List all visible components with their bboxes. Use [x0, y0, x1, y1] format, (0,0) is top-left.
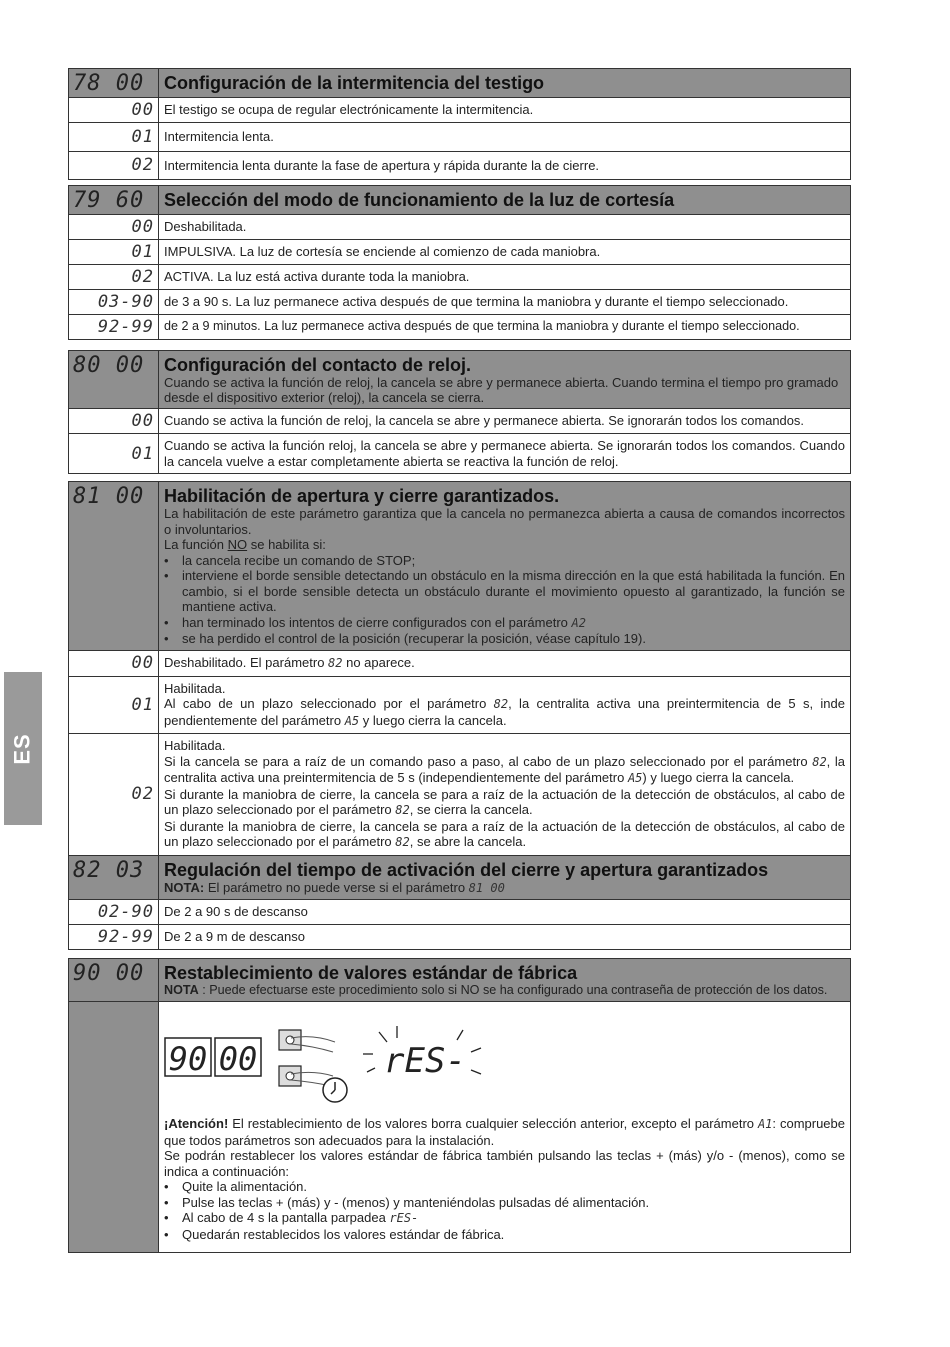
- clock-icon: [323, 1078, 347, 1102]
- option-desc: IMPULSIVA. La luz de cortesía se enciende al comienzo de cada maniobra.: [164, 244, 601, 259]
- condition-line: [164, 537, 845, 553]
- param-code: 80 00: [69, 351, 159, 409]
- option-desc: de 2 a 9 minutos. La luz permanece activa después de que termina la maniobra y durante el tiempo seleccionado.: [164, 319, 800, 333]
- option-desc: Cuando se activa la función de reloj, la cancela se abre y permanece abierta. Se ignorarán todos los comandos.: [164, 413, 804, 428]
- param-ref: 82: [395, 803, 410, 817]
- blinking-res-display: rES-: [384, 1041, 466, 1081]
- param-ref: 81 00: [468, 881, 505, 895]
- section-title: Selección del modo de funcionamiento de la luz de cortesía: [164, 190, 675, 210]
- option-code: 01: [69, 676, 159, 734]
- condition-item: • se ha perdido el control de la posición (recuperar la posición, véase capítulo 19).: [182, 631, 845, 647]
- reset-illustration: [163, 1024, 493, 1104]
- step-text: Al cabo de 4 s la pantalla parpadea: [182, 1210, 390, 1225]
- param-81-table: [68, 481, 851, 856]
- option-code: 00: [69, 98, 159, 123]
- option-desc: Cuando se activa la función reloj, la cancela se abre y permanece abierta. Se ignorarán todos los comandos. Cuando la cancela vuelve a estar completamente abierta se reactiva la función de reloj.: [164, 438, 845, 469]
- desc-text: Si la cancela se para a raíz de un comando paso a paso, al cabo de un plazo seleccionado por el parámetro: [164, 753, 813, 769]
- desc-line: Habilitada.: [164, 680, 226, 696]
- reset-steps: [164, 1179, 845, 1242]
- desc-text: Al cabo de un plazo seleccionado por el parámetro: [164, 696, 494, 711]
- note-label: NOTA: [164, 983, 199, 997]
- instruction-line: Se podrán restablecer los valores estándar de fábrica también pulsando las teclas + (más) y/o - (menos), como se indica a continuación:: [164, 1148, 845, 1179]
- warning-label: ¡Atención!: [164, 1116, 229, 1131]
- note-text: El parámetro no puede verse si el parámetro: [204, 880, 469, 895]
- param-ref: A2: [571, 615, 586, 630]
- param-code: 78 00: [69, 69, 159, 98]
- option-code: 00: [69, 651, 159, 677]
- display-digits-left: 90: [168, 1040, 208, 1078]
- param-code: 82 03: [69, 856, 159, 900]
- param-code: 90 00: [69, 959, 159, 1002]
- section-title: Restablecimiento de valores estándar de fábrica: [164, 963, 578, 983]
- param-80-table: [68, 350, 851, 474]
- desc-text: , la centralita activa una preintermitencia de 5 s (independientemente del parámetro: [164, 753, 845, 785]
- option-desc: [159, 651, 850, 676]
- desc-line: [164, 787, 845, 819]
- param-ref: 82: [328, 656, 343, 670]
- option-desc: De 2 a 90 s de descanso: [164, 904, 308, 919]
- desc-line: [164, 819, 845, 851]
- param-ref: A1: [757, 1117, 773, 1131]
- condition-item: [182, 615, 845, 632]
- desc-text: Si durante la maniobra de cierre, la cancela se para a raíz de la actuación de la detección de obstáculos, al cabo de un plazo seleccionado por el parámetro: [164, 786, 845, 817]
- desc-text: Si durante la maniobra de cierre, la cancela se para a raíz de la actuación de la detección de obstáculos, al cabo de un plazo seleccionado por el parámetro: [164, 818, 845, 849]
- reset-step: [182, 1210, 845, 1227]
- section-title: Configuración de la intermitencia del testigo: [164, 73, 545, 93]
- condition-no: NO: [227, 537, 248, 552]
- condition-item: • la cancela recibe un comando de STOP;: [182, 553, 845, 569]
- param-ref: 82: [493, 697, 509, 711]
- option-desc: [159, 734, 850, 855]
- condition-post: se habilita si:: [247, 537, 326, 552]
- note-label: NOTA:: [164, 880, 205, 895]
- option-desc: Deshabilitada.: [164, 219, 247, 234]
- note-text: : Puede efectuarse este procedimiento solo si NO se ha configurado una contraseña de protección de los datos.: [198, 983, 828, 997]
- param-code: 81 00: [69, 482, 159, 651]
- section-title: Configuración del contacto de reloj.: [164, 355, 472, 375]
- desc-text: y luego cierra la cancela.: [359, 712, 507, 728]
- desc-line: [164, 754, 845, 787]
- section-title: Habilitación de apertura y cierre garantizados.: [164, 486, 560, 506]
- desc-text: ) y luego cierra la cancela.: [642, 770, 795, 785]
- section-body: [159, 506, 850, 650]
- option-code: 92-99: [69, 925, 159, 950]
- option-code: 02: [69, 265, 159, 290]
- reset-instructions: [159, 1116, 850, 1246]
- plus-key-icon: [279, 1030, 301, 1050]
- param-ref: A5: [627, 771, 643, 785]
- option-code: 01: [69, 434, 159, 474]
- option-code: 02-90: [69, 900, 159, 925]
- option-desc: El testigo se ocupa de regular electrónicamente la intermitencia.: [164, 102, 534, 117]
- param-79-table: [68, 185, 851, 340]
- desc-text: , la centralita activa una preintermitencia de 5 s, inde pendientemente del parámetro: [164, 696, 845, 728]
- desc-text: Deshabilitado. El parámetro: [164, 655, 329, 670]
- condition-list: [164, 553, 845, 647]
- param-82-table: [68, 855, 851, 950]
- param-ref: 82: [812, 754, 827, 769]
- reset-step: • Pulse las teclas + (más) y - (menos) y manteniéndolas pulsadas dé alimentación.: [182, 1195, 845, 1211]
- warning-line: [164, 1116, 845, 1148]
- option-code: 02: [69, 151, 159, 180]
- section-subtitle: Cuando se activa la función de reloj, la cancela se abre y permanece abierta. Cuando termina el tiempo pro gramado desde el dispositivo exterior (reloj), la cancela se cierra.: [164, 375, 839, 405]
- option-code: 02: [69, 734, 159, 856]
- option-code: 92-99: [69, 315, 159, 340]
- option-code: 00: [69, 409, 159, 434]
- language-tab: [4, 672, 42, 825]
- desc-text: , se abre la cancela.: [409, 834, 527, 849]
- desc-text: , se cierra la cancela.: [409, 802, 533, 817]
- option-code: 01: [69, 123, 159, 152]
- param-code: 79 60: [69, 186, 159, 215]
- option-code: 00: [69, 215, 159, 240]
- option-desc: de 3 a 90 s. La luz permanece activa después de que termina la maniobra y durante el tiempo seleccionado.: [164, 294, 789, 309]
- section-note: [159, 983, 850, 1001]
- option-code: 03-90: [69, 290, 159, 315]
- section-note: [159, 880, 850, 899]
- display-digits-right: 00: [218, 1040, 258, 1078]
- param-78-table: [68, 68, 851, 180]
- option-desc: Intermitencia lenta durante la fase de apertura y rápida durante la de cierre.: [164, 157, 600, 173]
- display-ref: rES-: [389, 1211, 419, 1225]
- language-tab-label: ES: [9, 732, 35, 765]
- option-desc: Intermitencia lenta.: [164, 129, 274, 144]
- desc-text: no aparece.: [342, 655, 415, 670]
- option-code: 01: [69, 240, 159, 265]
- reset-step: • Quite la alimentación.: [182, 1179, 845, 1195]
- reset-figure: [159, 1002, 850, 1116]
- desc-line: [164, 696, 845, 729]
- section-intro: La habilitación de este parámetro garantiza que la cancela no permanezca abierta a causa de comandos incorrectos o involuntarios.: [164, 506, 845, 537]
- condition-pre: La función: [164, 537, 228, 552]
- reset-step: • Quedarán restablecidos los valores estándar de fábrica.: [182, 1227, 845, 1243]
- option-desc: ACTIVA. La luz está activa durante toda la maniobra.: [164, 269, 470, 284]
- warning-text: : compruebe que todos parámetros son adecuados para la instalación.: [164, 1116, 846, 1148]
- param-ref: 82: [395, 835, 410, 849]
- param-ref: A5: [344, 713, 360, 728]
- warning-text: El restablecimiento de los valores borra cualquier selección anterior, excepto el parámetro: [228, 1116, 758, 1131]
- section-title: Regulación del tiempo de activación del cierre y apertura garantizados: [164, 860, 769, 880]
- desc-line: Habilitada.: [164, 738, 226, 753]
- option-desc: De 2 a 9 m de descanso: [164, 929, 305, 944]
- condition-item: • interviene el borde sensible detectando un obstáculo en la misma dirección en la que está habilitada la función. En cambio, si el borde sensible detecta un obstáculo durante el movimiento opuesto al garantizado, la función se mantiene activa.: [182, 568, 845, 615]
- option-desc: [159, 677, 850, 734]
- condition-text: han terminado los intentos de cierre configurados con el parámetro: [182, 614, 572, 630]
- minus-key-icon: [279, 1066, 301, 1086]
- param-90-table: [68, 958, 851, 1253]
- param-code-empty: [69, 1002, 159, 1253]
